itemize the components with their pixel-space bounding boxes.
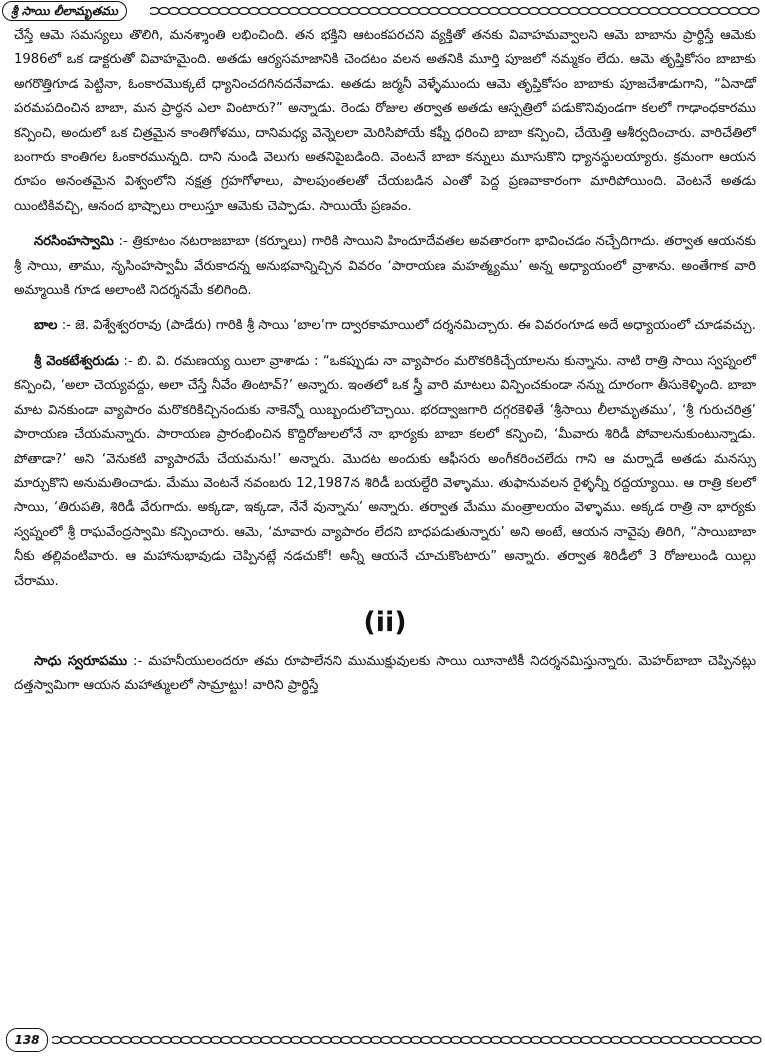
paragraph-sadhu: సాధు స్వరూపము :- మహనీయులందరూ తమ రూపాలేనని ముముక్షువులకు సాయి యీనాటికీ నిదర్శనమిస్తున్నారు. మెహర్‌బాబా చెప్పినట్లు దత్తస్వామిగా ఆయన మహాత్ములలో సామ్రాట్టు! వారిని ప్రార్థిస్తే <box>14 653 757 694</box>
page-number: 138 <box>6 1028 48 1052</box>
decorative-border-bottom <box>52 1035 762 1045</box>
paragraph-venkateswara: శ్రీ వెంకటేశ్వరుడు :- బి. వి. రమణయ్య యిలా వ్రాశాడు : “ఒకప్పుడు నా వ్యాపారం మరొకరికిచ్చేయాలను కున్నాను. నాటి రాత్రి సాయి స్వప్నంలో కన్పించి, ‘అలా చెయ్యవద్దు, అలా చేస్తే నీవేం తింటావ్?’ అన్నారు. ఇంతలో ఒక స్త్రీ వారి మాటలు విన్పించకుండా నన్ను దూరంగా తీసుకెళ్ళింది. బాబా మాట వినకుండా వ్యాపారం మరొకరికిచ్చినందుకు నాకెన్నో యిబ్బందులొచ్చాయి. భరద్వాజగారి దగ్గరకెళితే ‘శ్రీసాయి లీలామృతము’, ‘శ్రీ గురుచరిత్ర’ పారాయణ చేయమన్నారు. పారాయణ ప్రారంభించిన కొద్దిరోజులలోనే నా భార్యకు బాబా కలలో కన్పించి, ‘మీవారు శిరిడీ పోవాలనుకుంటున్నాడు. పోతాడా?’ అని ‘వెనుకటి వ్యాపారమే చేయమను!’ అన్నారు. మొదట అందుకు ఆఫీసరు అంగీకరించలేదు గాని ఆ మర్నాడే అతడు మనస్సు మార్చుకొని అనుమతించాడు. మేము వెంటనే నవంబరు 12,1987న శిరిడీ బయల్దేరి వెళ్ళాము. తుఫానువలన రైళ్ళన్నీ రద్దయ్యాయి. ఆ రాత్రి కలలో సాయి, ‘తిరుపతి, శిరిడీ వేరుగాదు. అక్కడా, ఇక్కడా, నేనే వున్నాను’ అన్నారు. తర్వాత మేము మంత్రాలయం వెళ్ళాము. అక్కడ రాత్రి నా భార్యకు స్వప్నంలో శ్రీ రాఘవేంద్రస్వామి కన్పించారు. ఆమె, ‘మావారు వ్యాపారం లేదని బాధపడుతున్నారు’ అని అంటే, ఆయన నావైపు తిరిగి, “సాయిబాబా నీకు తల్లివంటివారు. ఆ మహానుభావుడు చెప్పినట్లే నడచుకో! అన్నీ ఆయనే చూచుకొంటారు” అన్నారు. తర్వాత శిరిడీలో 3 రోజులుండి యిల్లు చేరాము. <box>14 353 756 589</box>
section-heading: (ii) <box>363 606 407 638</box>
paragraph-bala: బాల :- జె. విశ్వేశ్వరరావు (పాడేరు) గారికి శ్రీ సాయి ‘బాల’గా ద్వారకామాయిలో దర్శనమిచ్చారు. ఈ వివరంగూడ అదే అధ్యాయంలో చూడవచ్చు. <box>34 318 756 334</box>
paragraph-narasimhaswami: నరసింహస్వామి :- త్రికూటం నటరాజబాబా (కర్నూలు) గారికి సాయిని హిందూదేవతల అవతారంగా భావించడం నచ్చేదిగాదు. తర్వాత ఆయనకు శ్రీ సాయి, తాము, నృసింహస్వామీ వేరుకాదన్న అనుభవాన్నిచ్చిన వివరం ‘పారాయణ మహత్మ్యము’ అన్న అధ్యాయంలో వ్రాశాను. అంతేగాక వారి అమ్మాయికి గూడ అలాంటి నిదర్శనమే కలిగింది. <box>14 234 756 299</box>
page-footer <box>0 1026 765 1056</box>
term-label: నరసింహస్వామి <box>34 234 114 250</box>
paragraph-1: చేస్తే ఆమె సమస్యలు తొలిగి, మనశ్శాంతి లభించింది. తన భక్తిని ఆటంకపరచని వ్యక్తితో తనకు వివాహమవ్వాలని ఆమె బాబాను ప్రార్థిస్తే ఆమెకు 1986లో ఒక డాక్టరుతో వివాహమైంది. అతడు ఆర్యసమాజానికి చెందటం వలన అతనికి మూర్తి పూజలో నమ్మకం లేదు. ఆమె తృప్తికోసం బాబాకు అగరొత్తిగూడ పెట్టినా, ఓంకారమొక్కటే ధ్యానించదగినదనేవాడు. అతడు జర్మనీ వెళ్ళేముందు ఆమె తృప్తికోసం బాబాకు పూజచేశాడుగాని, “ఏనాడో పరమపదించిన బాబా, మన ప్రార్థన ఎలా వింటారు?” అన్నాడు. రెండు రోజుల తర్వాత అతడు ఆస్పత్రిలో పడుకొనివుండగా కలలో గాఢాంధకారము కన్పించి, అందులో ఒక చిత్రమైన కాంతిగోళము, దానిమధ్య వెన్నెలలా మెరిసిపోయే కఫ్నీ ధరించి బాబా కన్పించి, చేయెత్తి ఆశీర్వదించారు. వారిచేతిలో బంగారు కాంతిగల ఓంకారమున్నది. దాని నుండి వెలుగు అతనిపైబడింది. వెంటనే బాబా కన్నులు మూసుకొని ధ్యానస్థులయ్యారు. క్రమంగా ఆయన రూపం అనంతమైన విశ్వంలోని నక్షత్ర గ్రహగోళాలు, పాలపుంతలతో చేయబడిన ఎంతో పెద్ద ప్రణవాకారంగా మారిపోయింది. వెంటనే అతడు యింటికివచ్చి, ఆనంద భాష్పాలు రాలుస్తూ ఆమెకు చెప్పాడు. సాయియే ప్రణవం. <box>14 28 756 214</box>
page-body <box>14 24 756 699</box>
term-label: శ్రీ వెంకటేశ్వరుడు <box>34 353 119 369</box>
term-label: సాధు స్వరూపము <box>34 653 128 669</box>
decorative-border-top <box>150 6 762 16</box>
term-label: బాల <box>34 318 58 334</box>
page-header <box>0 0 765 22</box>
running-title: శ్రీ సాయి లీలామృతము <box>2 1 127 21</box>
